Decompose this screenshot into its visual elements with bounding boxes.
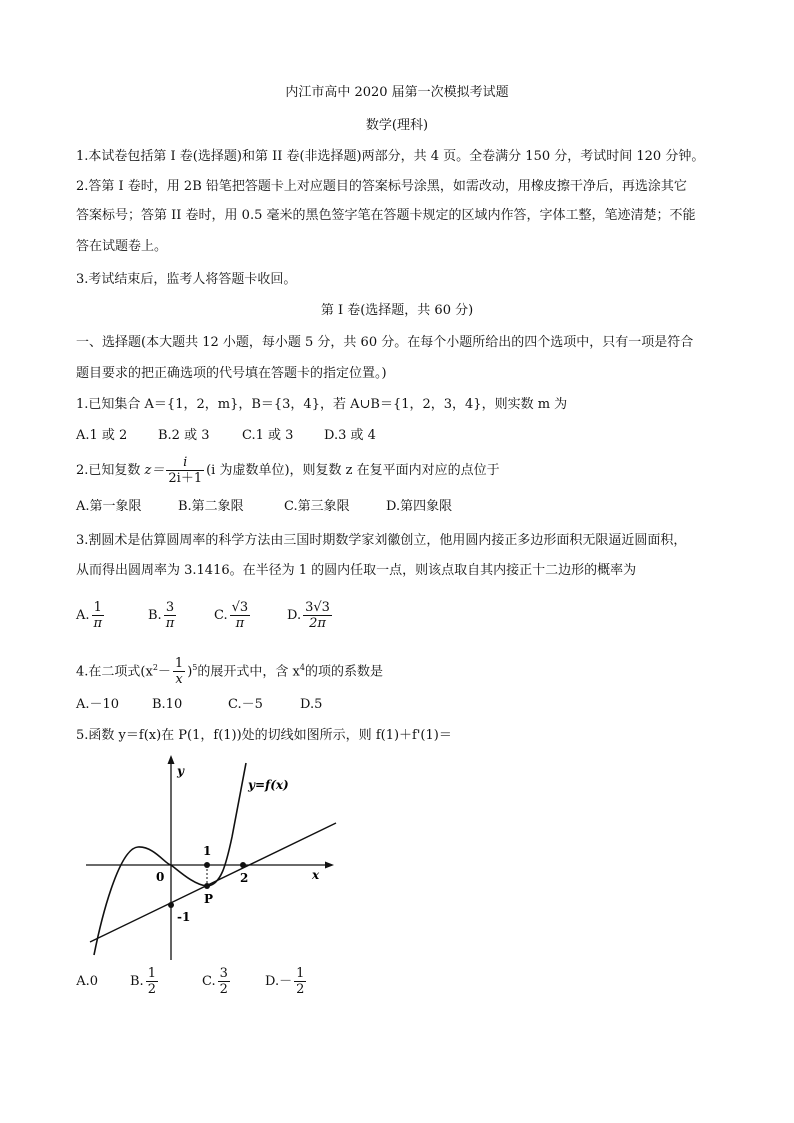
q5-option-c-num: 3 [219, 966, 228, 981]
q1-option-a: A.1 或 2 [76, 428, 128, 443]
q5-stem: 5.函数 y＝f(x)在 P(1，f(1))处的切线如图所示，则 f(1)＋f'(1)＝ [76, 728, 452, 743]
section-intro: 题目要求的把正确选项的代号填在答题卡的指定位置。) [76, 366, 387, 381]
origin-label: 0 [156, 870, 165, 884]
q4-stem-end: 的项的系数是 [304, 664, 383, 680]
q3-option-a-label: A. [76, 608, 90, 623]
q1-option-b: B.2 或 3 [158, 428, 210, 443]
q3-option-c-num: √3 [231, 600, 249, 615]
q2-stem [76, 453, 500, 489]
q3-stem: 3.割圆术是估算圆周率的科学方法由三国时期数学家刘徽创立，他用圆内接正多边形面积无限逼近圆面积， [76, 533, 687, 548]
q4-minus: － [157, 664, 171, 680]
q4-frac-den: x [175, 672, 183, 688]
q3-option-d [287, 600, 334, 631]
q3-option-c-label: C. [214, 608, 228, 623]
q3-option-b-den: π [165, 616, 175, 631]
q2-option-b: B.第二象限 [178, 499, 244, 514]
q5-option-b-den: 2 [147, 982, 156, 997]
point-x-two [240, 862, 246, 868]
q2-option-a: A.第一象限 [76, 499, 142, 514]
q5-option-c [202, 966, 232, 997]
q5-option-b [130, 966, 160, 997]
q3-option-a-num: 1 [92, 600, 105, 616]
q4-fraction [173, 656, 185, 687]
point-y-minus-one [168, 902, 174, 908]
q5-option-a-label: A.0 [76, 974, 99, 989]
q4-paren-close: ) [187, 664, 193, 680]
q2-option-c: C.第三象限 [284, 499, 350, 514]
point-p [204, 883, 210, 889]
q4-stem-pre: 4.在二项式(x [76, 664, 153, 680]
x-axis-label: x [312, 868, 320, 882]
exam-title: 内江市高中 2020 届第一次模拟考试题 [285, 85, 509, 100]
q3-option-c-den: π [235, 616, 245, 631]
q4-sup-1: 2 [152, 663, 158, 672]
instruction-line: 2.答第 I 卷时，用 2B 铅笔把答题卡上对应题目的答案标号涂黑，如需改动，用橡皮擦干净后，再选涂其它 [76, 179, 687, 194]
instruction-line: 答在试题卷上。 [76, 239, 168, 254]
instruction-line: 3.考试结束后，监考人将答题卡收回。 [76, 272, 297, 287]
q5-option-c-label: C. [202, 974, 216, 989]
q5-option-c-den: 2 [219, 982, 228, 997]
x-axis-arrow [325, 862, 334, 869]
q3-option-a [76, 600, 106, 631]
q3-option-b-label: B. [148, 608, 162, 623]
function-curve [94, 763, 249, 955]
q4-option-b: B.10 [152, 697, 183, 712]
q3-option-a-den: π [93, 616, 103, 631]
q5-option-d-label: D.－ [265, 974, 293, 989]
q2-option-d: D.第四象限 [386, 499, 453, 514]
section-title: 第 I 卷(选择题，共 60 分) [320, 303, 474, 318]
q4-sup-2: 5 [192, 663, 198, 672]
tick-label-one: 1 [203, 844, 212, 858]
y-axis-label: y [177, 764, 184, 778]
tick-label-two: 2 [240, 871, 249, 885]
section-intro: 一、选择题(本大题共 12 小题，每小题 5 分，共 60 分。在每个小题所给出的四个选项中，只有一项是符合 [76, 335, 694, 350]
q2-frac-num: i [166, 455, 204, 471]
q2-stem-pre: 2.已知复数 [76, 463, 141, 478]
q4-frac-num: 1 [174, 656, 184, 672]
q2-z-eq: z＝ [144, 463, 165, 478]
instruction-line: 答案标号；答第 II 卷时，用 0.5 毫米的黑色签字笔在答题卡规定的区域内作答，字体工整，笔迹清楚；不能 [76, 208, 696, 223]
subject-title: 数学(理科) [365, 118, 429, 133]
q3-option-b [148, 600, 178, 631]
point-p-label: P [204, 892, 214, 906]
q4-option-c: C.－5 [228, 697, 263, 712]
q4-sup-3: 4 [299, 663, 305, 672]
q5-option-b-label: B. [130, 974, 144, 989]
q4-option-a: A.－10 [76, 697, 120, 712]
q5-function-graph [76, 755, 346, 965]
q1-option-c: C.1 或 3 [242, 428, 294, 443]
q2-stem-post: (i 为虚数单位)，则复数 z 在复平面内对应的点位于 [206, 463, 500, 478]
q3-option-d-num: 3√3 [305, 600, 330, 615]
point-x-one [204, 862, 210, 868]
q3-option-d-den: 2π [309, 616, 326, 631]
q3-option-d-label: D. [287, 608, 302, 623]
q1-stem: 1.已知集合 A＝{1，2，m}，B＝{3，4}，若 A∪B＝{1，2，3，4}，则实数 m 为 [76, 397, 568, 412]
y-axis-arrow [168, 755, 175, 764]
q3-option-c [214, 600, 252, 631]
q5-option-d-den: 2 [296, 982, 305, 997]
q2-frac-den: 2i＋1 [168, 471, 203, 486]
q5-option-d-num: 1 [296, 966, 305, 981]
tick-label-minus-one: -1 [177, 910, 191, 924]
tangent-line [90, 823, 336, 942]
q5-option-b-num: 1 [147, 966, 156, 981]
q5-option-a [76, 966, 98, 997]
q4-stem-post: 的展开式中，含 x [197, 664, 300, 680]
q5-option-d [265, 966, 308, 997]
q3-option-b-num: 3 [164, 600, 177, 616]
q2-fraction [166, 455, 204, 486]
curve-label: y=f(x) [248, 778, 289, 792]
instruction-line: 1.本试卷包括第 I 卷(选择题)和第 II 卷(非选择题)两部分，共 4 页。全卷满分 150 分，考试时间 120 分钟。 [76, 149, 705, 164]
q1-option-d: D.3 或 4 [324, 428, 376, 443]
q4-stem [76, 652, 383, 688]
q4-option-d: D.5 [300, 697, 323, 712]
q3-stem: 从而得出圆周率为 3.1416。在半径为 1 的圆内任取一点，则该点取自其内接正十二边形的概率为 [76, 563, 637, 578]
